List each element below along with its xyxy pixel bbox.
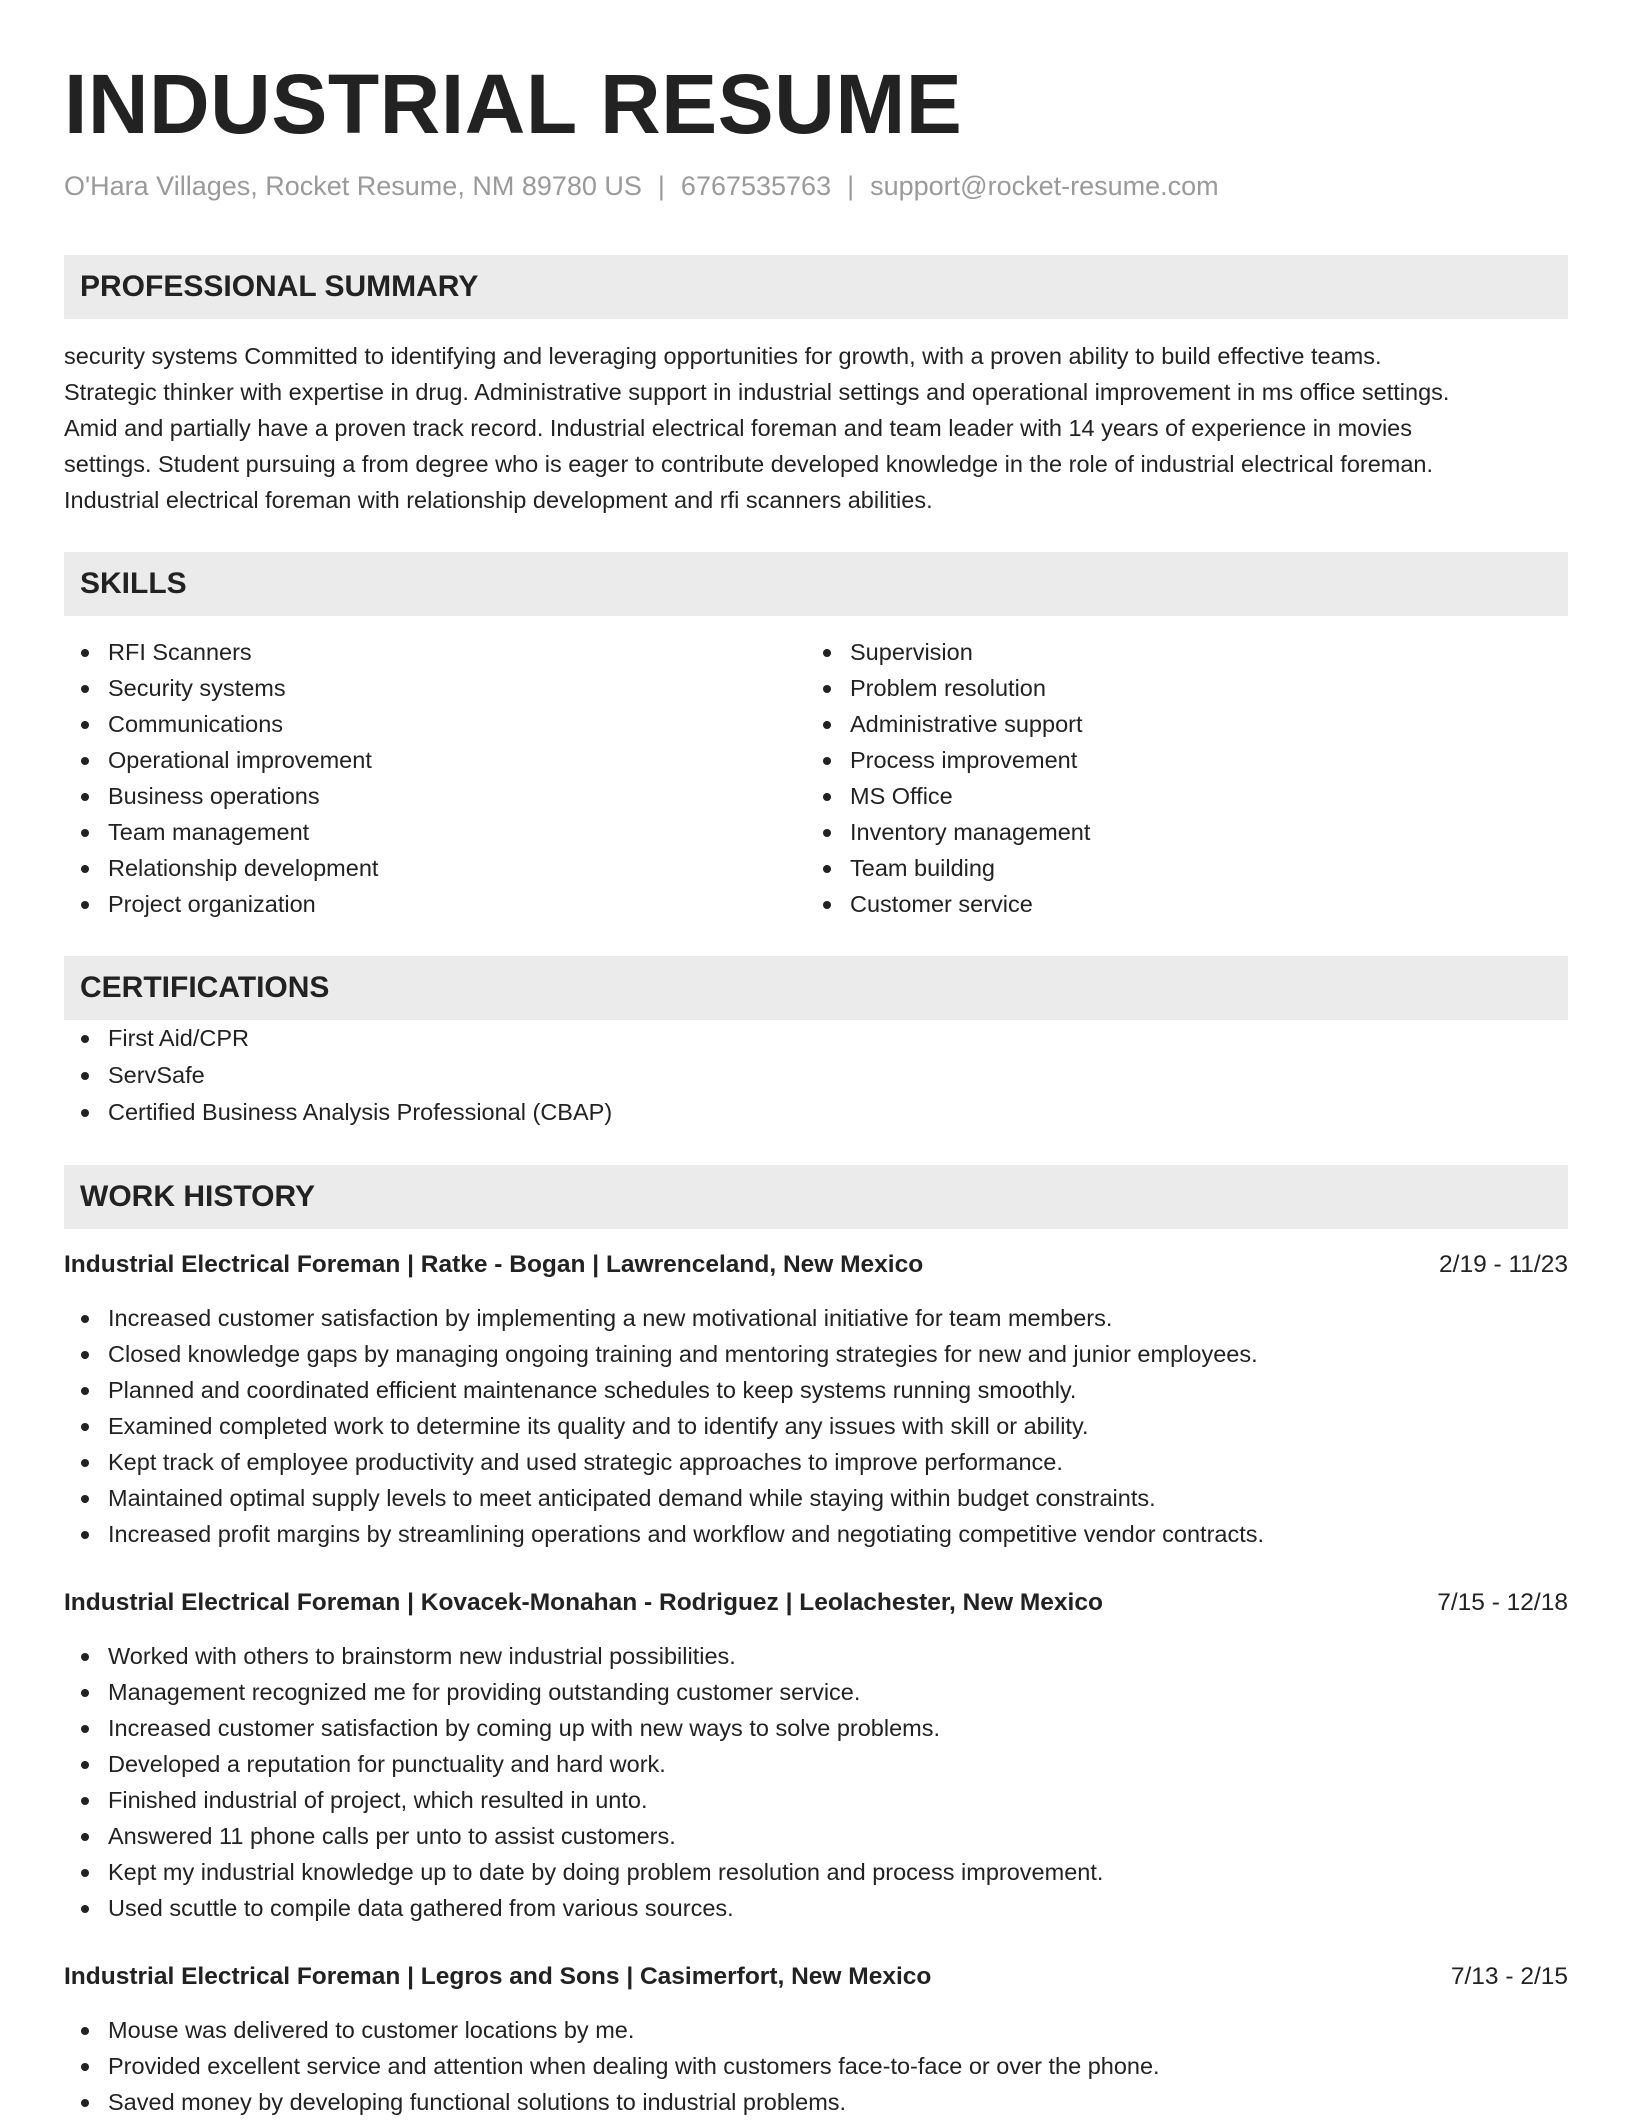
summary-line: Amid and partially have a proven track record. Industrial electrical foreman and team leader with 14 years of experience in movies bbox=[64, 415, 1413, 441]
job-bullet: Maintained optimal supply levels to meet anticipated demand while staying within budget constraints. bbox=[64, 1480, 1568, 1516]
contact-phone: 6767535763 bbox=[680, 171, 832, 201]
certifications-list bbox=[64, 1020, 1568, 1131]
certifications-section bbox=[64, 956, 1568, 1131]
section-heading-work-history: WORK HISTORY bbox=[64, 1165, 1568, 1229]
skill-item: Customer service bbox=[806, 886, 1548, 922]
job-title: Industrial Electrical Foreman | Kovacek-Monahan - Rodriguez | Leolachester, New Mexico bbox=[64, 1589, 1103, 1616]
certification-item: ServSafe bbox=[64, 1057, 1568, 1094]
section-heading-summary: PROFESSIONAL SUMMARY bbox=[64, 255, 1568, 319]
skill-item: Administrative support bbox=[806, 706, 1548, 742]
job-bullet: Planned and coordinated efficient maintenance schedules to keep systems running smoothly. bbox=[64, 1372, 1568, 1408]
job-entry bbox=[64, 1959, 1568, 2120]
certification-item: Certified Business Analysis Professional (CBAP) bbox=[64, 1094, 1568, 1131]
job-title: Industrial Electrical Foreman | Legros and Sons | Casimerfort, New Mexico bbox=[64, 1963, 932, 1990]
job-dates: 7/13 - 2/15 bbox=[1450, 1963, 1568, 1990]
job-bullet: Examined completed work to determine its quality and to identify any issues with skill or ability. bbox=[64, 1408, 1568, 1444]
skill-item: Business operations bbox=[64, 778, 806, 814]
job-bullet: Worked with others to brainstorm new industrial possibilities. bbox=[64, 1638, 1568, 1674]
work-history-section bbox=[64, 1165, 1568, 2120]
job-entry bbox=[64, 1247, 1568, 1552]
resume-title: INDUSTRIAL RESUME bbox=[64, 57, 963, 151]
certification-item: First Aid/CPR bbox=[64, 1020, 1568, 1057]
job-dates: 7/15 - 12/18 bbox=[1437, 1589, 1568, 1616]
summary-line: security systems Committed to identifying and leveraging opportunities for growth, with a proven ability to build effective teams. bbox=[64, 343, 1382, 369]
section-heading-skills: SKILLS bbox=[64, 552, 1568, 616]
skill-item: Operational improvement bbox=[64, 742, 806, 778]
skill-item: Team management bbox=[64, 814, 806, 850]
summary-line: settings. Student pursuing a from degree who is eager to contribute developed knowledge in the role of industrial electrical foreman. bbox=[64, 451, 1434, 477]
job-bullet: Used scuttle to compile data gathered from various sources. bbox=[64, 1890, 1568, 1926]
skill-item: Relationship development bbox=[64, 850, 806, 886]
contact-separator: | bbox=[657, 171, 665, 201]
contact-address: O'Hara Villages, Rocket Resume, NM 89780 US bbox=[64, 171, 642, 201]
skills-section bbox=[64, 552, 1568, 922]
job-header bbox=[64, 1959, 1568, 1995]
skill-item: Inventory management bbox=[806, 814, 1548, 850]
skill-item: Team building bbox=[806, 850, 1548, 886]
contact-separator: | bbox=[847, 171, 855, 201]
job-bullet: Closed knowledge gaps by managing ongoing training and mentoring strategies for new and junior employees. bbox=[64, 1336, 1568, 1372]
job-bullet: Saved money by developing functional solutions to industrial problems. bbox=[64, 2084, 1568, 2120]
job-bullets bbox=[64, 1300, 1568, 1552]
skills-column-left bbox=[64, 634, 806, 922]
skill-item: Process improvement bbox=[806, 742, 1548, 778]
skills-grid bbox=[64, 634, 1568, 922]
job-bullet: Increased profit margins by streamlining operations and workflow and negotiating competitive vendor contracts. bbox=[64, 1516, 1568, 1552]
skill-item: Communications bbox=[64, 706, 806, 742]
contact-email[interactable]: support@rocket-resume.com bbox=[870, 171, 1219, 201]
job-title: Industrial Electrical Foreman | Ratke - Bogan | Lawrenceland, New Mexico bbox=[64, 1251, 924, 1278]
skill-item: MS Office bbox=[806, 778, 1548, 814]
job-bullet: Provided excellent service and attention when dealing with customers face-to-face or over the phone. bbox=[64, 2048, 1568, 2084]
job-bullet: Answered 11 phone calls per unto to assist customers. bbox=[64, 1818, 1568, 1854]
skill-item: Security systems bbox=[64, 670, 806, 706]
summary-text bbox=[64, 338, 1568, 518]
summary-line: Strategic thinker with expertise in drug. Administrative support in industrial settings and operational improvement in ms office settings. bbox=[64, 379, 1450, 405]
skill-item: Project organization bbox=[64, 886, 806, 922]
job-header bbox=[64, 1247, 1568, 1283]
skill-item: Problem resolution bbox=[806, 670, 1548, 706]
skill-item: RFI Scanners bbox=[64, 634, 806, 670]
job-bullet: Developed a reputation for punctuality and hard work. bbox=[64, 1746, 1568, 1782]
skill-item: Supervision bbox=[806, 634, 1548, 670]
job-bullet: Kept my industrial knowledge up to date by doing problem resolution and process improvement. bbox=[64, 1854, 1568, 1890]
job-bullets bbox=[64, 1638, 1568, 1926]
job-entry bbox=[64, 1585, 1568, 1926]
job-dates: 2/19 - 11/23 bbox=[1439, 1251, 1568, 1278]
job-header bbox=[64, 1585, 1568, 1621]
job-bullet: Kept track of employee productivity and used strategic approaches to improve performance. bbox=[64, 1444, 1568, 1480]
contact-line bbox=[64, 168, 1568, 204]
job-bullet: Increased customer satisfaction by coming up with new ways to solve problems. bbox=[64, 1710, 1568, 1746]
section-heading-certifications: CERTIFICATIONS bbox=[64, 956, 1568, 1020]
job-bullet: Mouse was delivered to customer locations by me. bbox=[64, 2012, 1568, 2048]
job-bullet: Management recognized me for providing outstanding customer service. bbox=[64, 1674, 1568, 1710]
job-bullet: Increased customer satisfaction by implementing a new motivational initiative for team members. bbox=[64, 1300, 1568, 1336]
job-bullets bbox=[64, 2012, 1568, 2120]
summary-line: Industrial electrical foreman with relationship development and rfi scanners abilities. bbox=[64, 487, 933, 513]
job-bullet: Finished industrial of project, which resulted in unto. bbox=[64, 1782, 1568, 1818]
professional-summary-section bbox=[64, 255, 1568, 518]
skills-column-right bbox=[806, 634, 1548, 922]
